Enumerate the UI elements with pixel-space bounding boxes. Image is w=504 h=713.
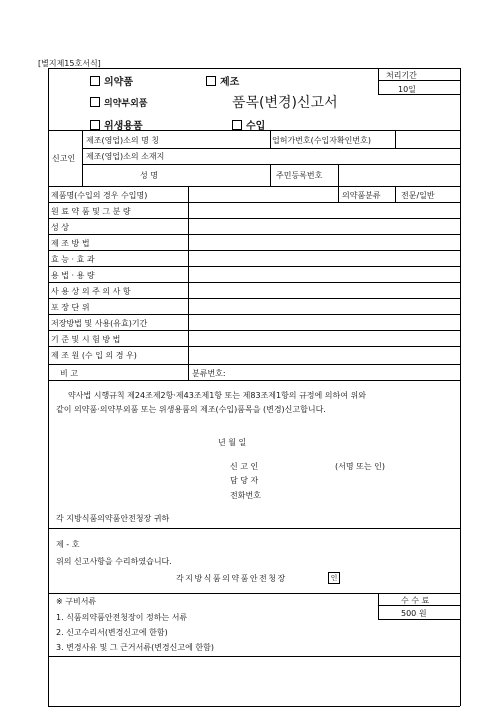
table-row: 제 조 방 법 (51, 239, 90, 248)
table-row: 기 준 및 시 험 방 법 (51, 335, 121, 344)
resident-no-label: 주민등록번호 (276, 171, 323, 180)
check-hygiene[interactable]: 위생용품 (90, 117, 143, 132)
check-import[interactable]: 수입 (232, 117, 265, 132)
table-row: 효 능 · 효 과 (51, 255, 95, 264)
classification-divider (395, 186, 396, 202)
applicant-label: 신고인 (52, 154, 76, 163)
receipt-number: 제 - 호 (56, 540, 80, 549)
table-line (48, 218, 460, 219)
checkbox-icon[interactable] (90, 97, 100, 107)
table-line (48, 364, 460, 365)
seal-stamp: 인 (328, 572, 340, 584)
manager-label: 담 당 자 (230, 476, 259, 485)
applicant-label-divider (82, 130, 83, 186)
applicant-col-divider (338, 164, 339, 186)
table-line (48, 314, 460, 315)
check-drug[interactable]: 의약품 (90, 73, 133, 88)
table-line (48, 250, 460, 251)
table-row: 용 법 · 용 량 (51, 271, 95, 280)
applicant-row-line (82, 148, 460, 149)
table-line (48, 330, 460, 331)
checkbox-icon[interactable] (90, 120, 100, 130)
frame-top (48, 68, 460, 69)
applicant-col-divider (395, 130, 396, 148)
statement-line-1: 약사법 시행규칙 제24조제2항·제43조제1항 또는 제83조제1항의 규정에 의하여 위와 (68, 391, 366, 400)
table-line (48, 202, 460, 203)
classification-label: 의약품분류 (342, 191, 381, 200)
table-row: 제 조 원 (수 입 의 경 우) (51, 351, 137, 360)
attachments-title: ※ 구비서류 (56, 597, 97, 606)
frame-left (48, 68, 49, 706)
table-line (48, 234, 460, 235)
issuer: 각지방식품의약품안전청장 (176, 574, 287, 583)
product-name-label: 제품명(수입의 경우 수입명) (51, 191, 148, 200)
section-line (48, 656, 460, 657)
checkbox-icon[interactable] (232, 120, 242, 130)
period-label: 처리기간 (386, 71, 417, 80)
receipt-text: 위의 신고사항을 수리하였습니다. (56, 557, 172, 566)
section-line (48, 528, 460, 529)
period-value: 10일 (398, 85, 416, 94)
section-line (48, 593, 460, 594)
table-row: 저장방법 및 사용(유효)기간 (51, 319, 148, 328)
table-row: 원 료 약 품 및 그 분 량 (51, 207, 131, 216)
remarks-label: 비 고 (60, 369, 78, 378)
applicant-col-divider (270, 130, 271, 148)
form-title: 품목(변경)신고서 (232, 95, 338, 111)
attachment-item: 3. 변경사유 및 그 근거서류(변경신고에 한함) (56, 643, 214, 652)
fee-bottom-line (378, 619, 460, 620)
frame-right (460, 68, 461, 706)
check-manufacture[interactable]: 제조 (206, 73, 239, 88)
form-number: [별지제15호서식] (38, 59, 101, 68)
fee-value: 500 원 (401, 609, 427, 618)
attachment-item: 2. 신고수리서(변경신고에 한함) (56, 628, 168, 637)
label-column-divider (188, 186, 189, 364)
applicant-col-divider (270, 164, 271, 186)
frame-bottom (48, 706, 460, 707)
period-bottom-line (378, 94, 460, 95)
signer-label: 신 고 인 (230, 462, 259, 471)
table-line (48, 266, 460, 267)
address-label: 제조(영업)소의 소재지 (86, 152, 165, 161)
category-label: 분류번호: (192, 369, 226, 378)
statement-line-2: 같이 의약품·의약부외품 또는 위생용품의 제조(수입)품목을 (변경)신고합니다. (56, 405, 326, 414)
table-row: 포 장 단 위 (51, 303, 90, 312)
period-divider (378, 68, 379, 94)
table-row: 성 상 (51, 223, 69, 232)
applicant-top-line (48, 130, 460, 131)
business-name-label: 제조(영업)소의 명 칭 (86, 136, 160, 145)
name-label: 성 명 (140, 171, 158, 180)
table-line (48, 282, 460, 283)
attachment-item: 1. 식품의약품안전청장이 정하는 서류 (56, 613, 188, 622)
addressee: 각 지방식품의약품안전청장 귀하 (56, 514, 170, 523)
table-line (48, 346, 460, 347)
classification-divider (338, 186, 339, 202)
remarks-divider (188, 364, 189, 380)
phone-label: 전화번호 (230, 491, 261, 500)
fee-label: 수 수 료 (401, 596, 430, 605)
table-row: 사 용 상 의 주 의 사 항 (51, 287, 131, 296)
license-no-label: 업허가번호(수입자확인번호) (272, 136, 371, 145)
table-line (48, 298, 460, 299)
checkbox-icon[interactable] (90, 76, 100, 86)
table-line (48, 186, 460, 187)
fee-divider (378, 593, 379, 619)
table-line (48, 380, 460, 381)
check-quasi-drug[interactable]: 의약부외품 (90, 96, 147, 109)
classification-value: 전문/일반 (401, 191, 435, 200)
applicant-row-line (82, 164, 460, 165)
checkbox-icon[interactable] (206, 76, 216, 86)
date-line: 년 월 일 (218, 438, 247, 447)
sign-note: (서명 또는 인) (335, 462, 385, 471)
